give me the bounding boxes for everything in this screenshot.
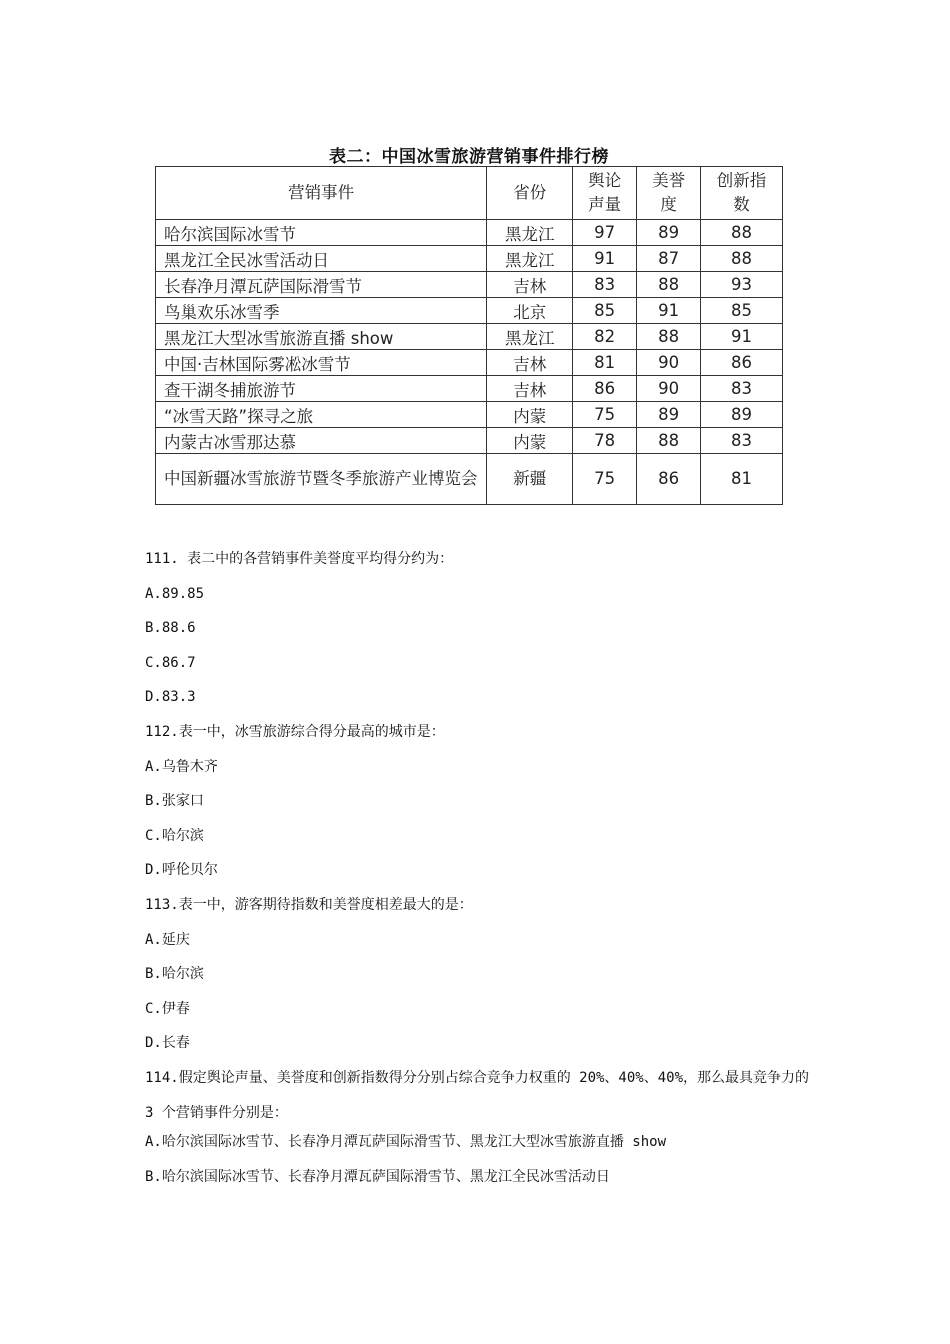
table-cell: 吉林 [487, 272, 573, 298]
answer-option: B.哈尔滨 [145, 966, 204, 983]
table-row [156, 454, 783, 505]
answer-option: A.延庆 [145, 931, 190, 948]
event-name-cell: 鸟巢欢乐冰雪季 [156, 298, 487, 324]
table-cell: 吉林 [487, 350, 573, 376]
answer-option: A.乌鲁木齐 [145, 758, 218, 775]
answer-option: D.呼伦贝尔 [145, 862, 218, 879]
table-cell: 81 [701, 454, 783, 505]
table-cell: 内蒙 [487, 402, 573, 428]
question-stem: 111. 表二中的各营销事件美誉度平均得分约为： [145, 551, 454, 567]
event-name-cell: 查干湖冬捕旅游节 [156, 376, 487, 402]
table-cell: 81 [573, 350, 637, 376]
question-stem: 113.表一中，游客期待指数和美誉度相差最大的是： [145, 896, 473, 913]
question-stem: 112.表一中，冰雪旅游综合得分最高的城市是： [145, 723, 445, 740]
table-cell: 89 [701, 402, 783, 428]
answer-option: A.89.85 [145, 585, 205, 602]
event-name-cell: 黑龙江全民冰雪活动日 [156, 246, 487, 272]
table-cell: 91 [701, 324, 783, 350]
table-cell: 88 [637, 272, 701, 298]
table-row [156, 350, 783, 376]
table-row [156, 324, 783, 350]
column-header: 美誉 度 [637, 167, 701, 220]
table-cell: 78 [573, 428, 637, 454]
event-name-cell: “冰雪天路”探寻之旅 [156, 402, 487, 428]
table-cell: 89 [637, 220, 701, 246]
table-row [156, 428, 783, 454]
table-cell: 黑龙江 [487, 246, 573, 272]
table-row [156, 272, 783, 298]
table-cell: 新疆 [487, 454, 573, 505]
table-body [156, 220, 783, 505]
answer-option: D.长春 [145, 1035, 190, 1052]
table-cell: 内蒙 [487, 428, 573, 454]
question-stem: 114.假定舆论声量、美誉度和创新指数得分分别占综合竞争力权重的 20%、40%、40%，那么最具竞争力的 3 个营销事件分别是： [145, 1069, 809, 1121]
question-list [145, 547, 825, 1199]
table-cell: 吉林 [487, 376, 573, 402]
table-row [156, 220, 783, 246]
table-cell: 83 [701, 376, 783, 402]
table-cell: 88 [701, 246, 783, 272]
table-cell: 88 [701, 220, 783, 246]
answer-option: B.88.6 [145, 620, 196, 637]
event-name-cell: 哈尔滨国际冰雪节 [156, 220, 487, 246]
column-header: 营销事件 [156, 167, 487, 220]
table-cell: 黑龙江 [487, 324, 573, 350]
table-cell: 87 [637, 246, 701, 272]
table-cell: 88 [637, 428, 701, 454]
table-cell: 90 [637, 376, 701, 402]
table-cell: 85 [701, 298, 783, 324]
table-title: 表二：中国冰雪旅游营销事件排行榜 [329, 147, 609, 167]
table-cell: 86 [573, 376, 637, 402]
table-cell: 83 [573, 272, 637, 298]
table-cell: 90 [637, 350, 701, 376]
table-cell: 88 [637, 324, 701, 350]
table-cell: 85 [573, 298, 637, 324]
table-header-row [156, 167, 783, 220]
table-cell: 91 [573, 246, 637, 272]
answer-option: D.83.3 [145, 689, 196, 706]
column-header: 省份 [487, 167, 573, 220]
answer-option: B.哈尔滨国际冰雪节、长春净月潭瓦萨国际滑雪节、黑龙江全民冰雪活动日 [145, 1168, 610, 1185]
table-cell: 97 [573, 220, 637, 246]
table-row [156, 402, 783, 428]
event-name-cell: 中国新疆冰雪旅游节暨冬季旅游产业博览会 [156, 454, 487, 505]
table-cell: 83 [701, 428, 783, 454]
answer-option: C.哈尔滨 [145, 827, 204, 844]
table-cell: 93 [701, 272, 783, 298]
table-cell: 82 [573, 324, 637, 350]
table-cell: 89 [637, 402, 701, 428]
answer-option: A.哈尔滨国际冰雪节、长春净月潭瓦萨国际滑雪节、黑龙江大型冰雪旅游直播 show [145, 1134, 666, 1151]
table-row [156, 298, 783, 324]
answer-option: C.86.7 [145, 654, 196, 671]
table-cell: 黑龙江 [487, 220, 573, 246]
event-name-cell: 中国·吉林国际雾凇冰雪节 [156, 350, 487, 376]
event-name-cell: 长春净月潭瓦萨国际滑雪节 [156, 272, 487, 298]
table-cell: 北京 [487, 298, 573, 324]
table-row [156, 246, 783, 272]
table-cell: 75 [573, 454, 637, 505]
answer-option: C.伊春 [145, 1000, 190, 1017]
table-cell: 91 [637, 298, 701, 324]
table-cell: 86 [701, 350, 783, 376]
event-name-cell: 内蒙古冰雪那达慕 [156, 428, 487, 454]
table-row [156, 376, 783, 402]
ranking-table [155, 166, 783, 505]
column-header: 创新指 数 [701, 167, 783, 220]
event-name-cell: 黑龙江大型冰雪旅游直播 show [156, 324, 487, 350]
answer-option: B.张家口 [145, 793, 204, 810]
table-cell: 75 [573, 402, 637, 428]
table-cell: 86 [637, 454, 701, 505]
column-header: 舆论 声量 [573, 167, 637, 220]
